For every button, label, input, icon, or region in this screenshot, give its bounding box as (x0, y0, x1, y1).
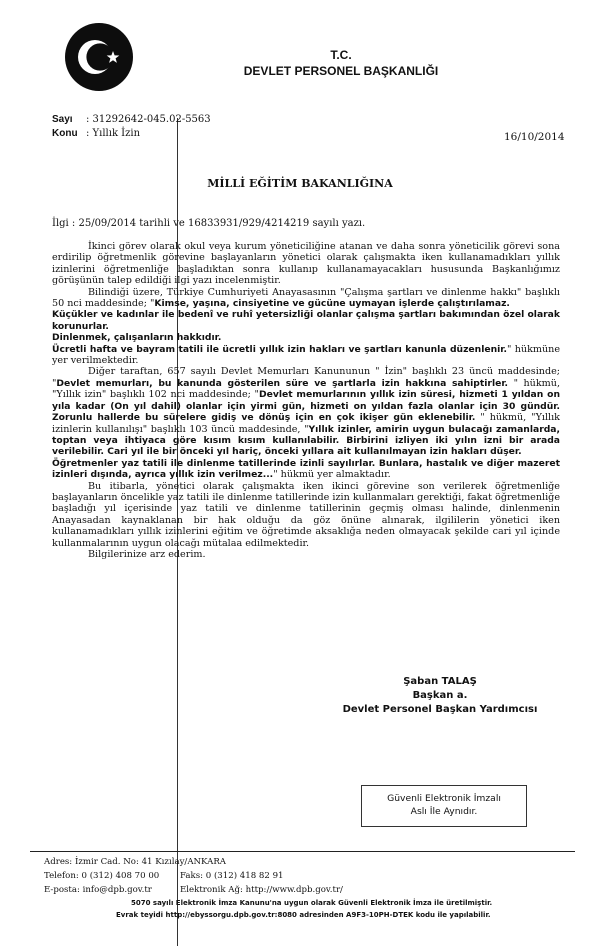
footer-fax: Faks: 0 (312) 418 82 91 (180, 871, 284, 881)
paragraph-5 (52, 344, 560, 367)
signatory-title-2: Devlet Personel Başkan Yardımcısı (342, 704, 538, 715)
stamp-line-1: Güvenli Elektronik İmzalı (387, 793, 501, 804)
paragraph-6-text-c: " hükmü, "Yıllık izinlerin kullanılışı" başlıklı 103 üncü maddesinde, " (52, 412, 560, 435)
stamp-line-2: Aslı İle Aynıdır. (410, 806, 478, 817)
institution-name: DEVLET PERSONEL BAŞKANLIĞI (243, 64, 439, 78)
reference-line: İlgi : 25/09/2014 tarihli ve 16833931/929/4214219 sayılı yazı. (52, 218, 366, 229)
sayi-value: : 31292642-045.02-5563 (86, 114, 211, 125)
letter-date: 16/10/2014 (504, 131, 565, 143)
paragraph-6 (52, 366, 560, 457)
paragraph-6-text-a: Diğer taraftan, 657 sayılı Devlet Memurları Kanununun " İzin" başlıklı 23 üncü maddesinde; " (52, 366, 560, 389)
footer-rule (30, 851, 575, 852)
paragraph-8: Bu itibarla, yönetici olarak çalışmakta iken ikinci görevine son verilerek öğretmenliğe başlayanların öncelikle yaz tatili ile dinlenme tatillerinde izin kullanmaları gerektiği, fakat öğretmenliğe başladığı yıl içerisinde yaz tatili ve dinlenme tatillerinin geçmiş olması halinde, dinlenmenin Anayasadan kaynaklanan bir hak olduğu da göz önüne alınarak, ilgililerin yönetici iken kullanamadıkları yıllık izinlerini eğitim ve öğretimde aksaklığa neden olmayacak şekilde cari yıl içinde kullanmalarının uygun olacağı mütalaa edilmektedir. (52, 480, 560, 549)
paragraph-6-quote-b: Devlet memurlarının yıllık izin süresi, hizmeti 1 yıldan on yıla kadar (On yıl dahil) olanlar için yirmi gün, hizmeti on yıldan fazla olanlar için 30 gündür. Zorunlu hallerde bu sürelere gidiş ve dönüş için en çok ikişer gün eklenebilir. (52, 389, 560, 424)
emblem-icon (64, 22, 134, 92)
paragraph-2-text: Bilindiği üzere, Türkiye Cumhuriyeti Anayasasının "Çalışma şartları ve dinlenme hakkı" başlıklı 50 nci maddesinde; " (52, 286, 560, 310)
paragraph-5-text: " hükmüne yer verilmektedir. (52, 343, 561, 367)
konu-label: Konu (52, 128, 78, 139)
paragraph-6-quote-c: Yıllık izinler, amirin uygun bulacağı zamanlarda, toptan veya ihtiyaca göre kısım kısım kullanılabilir. Birbirini izliyen iki yılın izni bir arada verilebilir. Cari yıl ile bir önceki yıl hariç, önceki yıllara ait kullanılmayan izin hakları düşer. (52, 423, 560, 458)
paragraph-1: İkinci görev olarak okul veya kurum yöneticiliğine atanan ve daha sonra yöneticilik görevi sona erdirilip öğretmenlik görevine başlayanların yönetici olarak çalışmakta iken kullanamadıkları yıllık izinlerini öğretmenliğe başladıktan sonra kullanıp kullanamayacakları hususunda Başkanlığımız görüşünün talep edildiği ilgi yazı incelenmiştir. (52, 241, 560, 287)
e-signature-stamp (361, 785, 527, 827)
paragraph-7-quote: Öğretmenler yaz tatili ile dinlenme tatillerinde izinli sayılırlar. Bunlara, hastalık ve diğer mazeret izinleri dışında, ayrıca yıllık izin verilmez... (52, 457, 560, 481)
header-line-1: T.C. (330, 48, 352, 62)
paragraph-3: Küçükler ve kadınlar ile bedenî ve ruhî yetersizliği olanlar çalışma şartları bakımından özel olarak korunurlar. (52, 309, 560, 332)
paragraph-9: Bilgilerinize arz ederim. (88, 548, 206, 560)
footer-verify-note: Evrak teyidi http://ebyssorgu.dpb.gov.tr:8080 adresinden A9F3-10PH-DTEK kodu ile yapılabilir. (116, 911, 491, 919)
sayi-row (52, 114, 211, 125)
sayi-label: Sayı (52, 114, 73, 125)
paragraph-6-text-b: " hükmü, "Yıllık izin" başlıklı 102 nci maddesinde; " (52, 377, 560, 401)
paragraph-5-quote: Ücretli hafta ve bayram tatili ile ücretli yıllık izin hakları ve şartları kanunla düzenlenir. (52, 343, 507, 355)
paragraph-7 (52, 458, 560, 481)
konu-value: : Yıllık İzin (86, 128, 141, 139)
addressee: MİLLİ EĞİTİM BAKANLIĞINA (207, 177, 393, 190)
signatory-name: Şaban TALAŞ (403, 676, 477, 687)
konu-row (52, 128, 140, 139)
footer-esign-note: 5070 sayılı Elektronik İmza Kanunu'na uygun olarak Güvenli Elektronik İmza ile üretilmiştir. (131, 899, 493, 907)
signatory-title-1: Başkan a. (412, 690, 468, 701)
paragraph-2-quote: Kimse, yaşına, cinsiyetine ve gücüne uymayan işlerde çalıştırılamaz. (154, 298, 510, 310)
paragraph-6-quote-a: Devlet memurları, bu kanunda gösterilen süre ve şartlarla izin hakkına sahiptirler. (56, 377, 509, 389)
footer-phone: Telefon: 0 (312) 408 70 00 (44, 871, 160, 881)
letter-body (52, 241, 560, 560)
footer-email[interactable]: E-posta: info@dpb.gov.tr (44, 885, 152, 895)
footer-website[interactable]: Elektronik Ağ: http://www.dpb.gov.tr/ (180, 885, 343, 895)
paragraph-2 (52, 287, 560, 310)
footer-address: Adres: İzmir Cad. No: 41 Kızılay/ANKARA (44, 857, 226, 867)
paragraph-4: Dinlenmek, çalışanların hakkıdır. (52, 332, 222, 344)
paragraph-7-text: " hükmü yer almaktadır. (273, 469, 391, 481)
